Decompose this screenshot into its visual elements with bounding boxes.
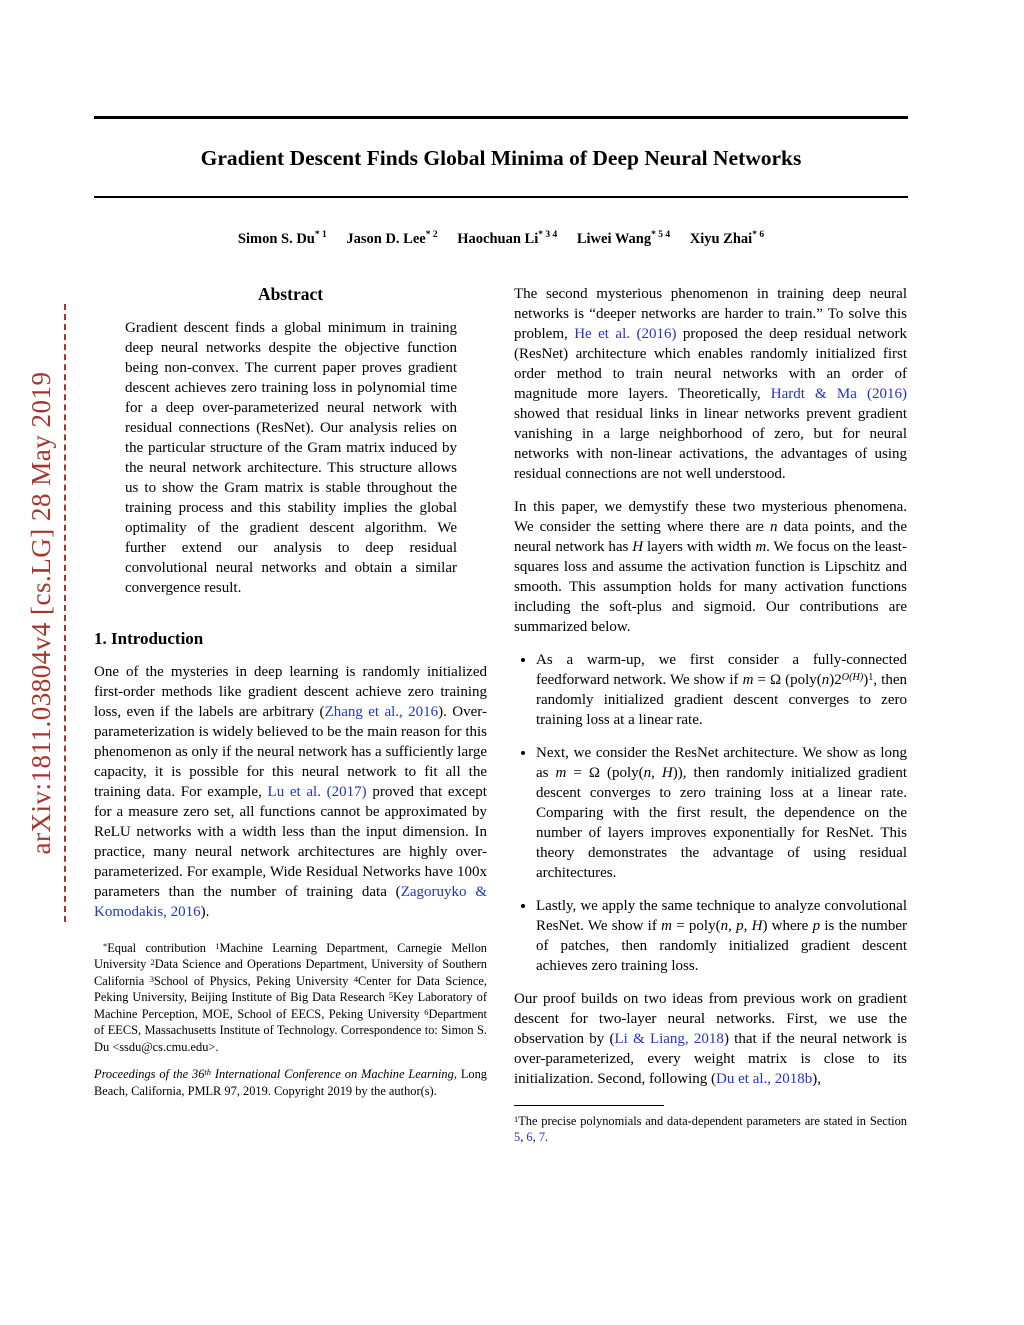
text-segment: )), then randomly initialized gradient descent converges to zero training loss at a linear rate. Comparing with the first result, the dependence on the number of layers improves exponentially for ResNet. This theory demonstrates the advantage of using residual architectures. <box>536 764 908 881</box>
text-segment: , <box>520 1130 527 1145</box>
text-segment: Our proof builds on two ideas from previous work on gradient descent for two-layer neural networks. First, we use the observation by ( <box>514 990 907 1047</box>
author-superscript: * 2 <box>425 230 438 240</box>
author <box>238 231 327 247</box>
intro-paragraph <box>94 662 487 922</box>
text-segment: n <box>769 518 778 535</box>
author-name: Xiyu Zhai <box>689 230 753 247</box>
footnote-rule <box>514 1105 664 1106</box>
text-segment: The second mysterious phenomenon in training deep neural networks is “deeper networks are harder to train.” To solve this problem, <box>514 285 907 342</box>
citation-link[interactable]: 5 <box>514 1130 521 1145</box>
paragraph-setting <box>514 497 907 637</box>
author-superscript: * 5 4 <box>651 230 671 240</box>
text-segment: p <box>812 917 821 934</box>
text-segment: Next, we consider the ResNet architecture. We show as long as <box>536 744 907 781</box>
text-segment: The precise polynomials and data-dependent parameters are stated in Section <box>518 1113 907 1128</box>
text-segment: proposed the deep residual network (ResNet) architecture which enables randomly initialized first order method to train neural networks with an order of magnitude more layers. Theoretically, <box>514 325 907 402</box>
text-segment: is the number of patches, then randomly initialized gradient descent achieves zero training loss. <box>536 917 908 974</box>
text-segment: Center for Data Science, Peking University, Beijing Institute of Big Data Research <box>94 973 487 1005</box>
paragraph-resnet-motivation <box>514 284 907 484</box>
paragraph-proof-ideas <box>514 989 907 1089</box>
author-name: Simon S. Du <box>237 230 315 247</box>
text-segment: , then randomly initialized gradient descent converges to zero training loss at a linear rate. <box>536 671 908 728</box>
arxiv-watermark-text: arXiv:1811.03804v4 [cs.LG] 28 May 2019 <box>26 371 56 855</box>
text-segment: proved that except for a measure zero set, all functions cannot be approximated by ReLU networks with a width less than the input dimension. In practice, many neural network architectures are highly over-parameterized. For example, Wide Residual Networks have 100x parameters than the number of training data ( <box>94 783 487 900</box>
author <box>577 231 670 247</box>
right-column <box>514 284 907 1157</box>
author <box>690 231 764 247</box>
arxiv-watermark <box>26 304 66 922</box>
text-segment: In this paper, we demystify these two mysterious phenomena. We consider the setting where there are <box>514 498 907 535</box>
text-segment: ) that if the neural network is over-parameterized, every weight matrix is close to its initialization. Second, following ( <box>514 1030 907 1087</box>
text-segment: 1 <box>215 940 220 951</box>
author-superscript: * 3 4 <box>538 230 558 240</box>
citation-link[interactable]: 6 <box>526 1130 533 1145</box>
citation-link[interactable]: Li & Liang, 2018 <box>614 1030 724 1047</box>
text-segment: ). <box>200 903 210 920</box>
text-segment: )2 <box>829 671 842 688</box>
text-segment: 2 <box>150 957 155 968</box>
authors-line <box>94 230 908 248</box>
text-segment: , <box>532 1130 539 1145</box>
text-segment: . We focus on the least-squares loss and assume the activation function is Lipschitz and smooth. This assumption holds for many activation functions including the soft-plus and sigmoid. Our contributions are summarized below. <box>514 538 907 635</box>
footnote-affiliations <box>94 940 487 1056</box>
citation-link[interactable]: Du et al., 2018b <box>716 1070 813 1087</box>
text-segment: Machine Learning Department, Carnegie Mellon University <box>94 940 487 972</box>
citation-link[interactable]: Zhang et al., 2016 <box>324 703 439 720</box>
text-segment: * <box>103 940 108 951</box>
abstract-text: Gradient descent finds a global minimum in training deep neural networks despite the objective function being non-convex. The current paper proves gradient descent achieves zero training loss in polynomial time for a deep over-parameterized neural network with residual connections (ResNet). Our analysis relies on the particular structure of the Gram matrix induced by the neural network architecture. This structure allows us to show the Gram matrix is stable throughout the training process and this stability implies the global optimality of the gradient descent algorithm. We further extend our analysis to deep residual convolutional neural networks and obtain a similar convergence result. <box>125 319 457 596</box>
title-rule-bottom <box>94 196 908 199</box>
author-superscript: * 1 <box>314 230 327 240</box>
footnote-precise-polynomials <box>514 1113 907 1146</box>
text-segment: th <box>204 1067 211 1078</box>
text-segment: m <box>742 671 754 688</box>
paper-content <box>94 0 908 1157</box>
text-segment: Key Laboratory of Machine Perception, MOE, School of EECS, Peking University <box>94 990 487 1021</box>
text-segment: n <box>821 671 830 688</box>
contributions-list <box>514 650 907 976</box>
text-segment: layers with width <box>643 538 756 555</box>
author-name: Haochuan Li <box>457 230 539 247</box>
author <box>346 231 437 247</box>
title-rule-top <box>94 116 908 119</box>
text-segment: 5 <box>388 990 394 1001</box>
text-segment: Equal contribution <box>107 940 216 955</box>
contribution-item <box>536 650 907 730</box>
text-segment: data points, and the neural network has <box>514 518 907 555</box>
text-segment: n, H <box>643 764 673 781</box>
author-superscript: * 6 <box>752 230 765 240</box>
text-segment: ) <box>863 671 869 688</box>
text-segment: = poly( <box>671 917 721 934</box>
footnote-proceedings <box>94 1066 487 1099</box>
text-segment: m <box>555 764 567 781</box>
text-segment: ), <box>812 1070 822 1087</box>
text-segment: showed that residual links in linear networks prevent gradient vanishing in a large neighborhood of zero, but for neural networks with non-linear activations, the advantages of using residual connections are not well understood. <box>514 405 907 482</box>
text-segment: 1 <box>868 671 874 683</box>
text-segment: Data Science and Operations Department, University of Southern California <box>94 957 487 988</box>
contribution-item <box>536 743 907 883</box>
author-name: Jason D. Lee <box>346 230 426 247</box>
text-segment: = Ω (poly( <box>753 671 822 688</box>
text-segment: Lastly, we apply the same technique to analyze convolutional ResNet. We show if <box>536 897 907 934</box>
text-segment: H <box>632 538 644 555</box>
paper-title: Gradient Descent Finds Global Minima of Deep Neural Networks <box>200 145 802 170</box>
text-segment: International Conference on Machine Learning <box>210 1067 454 1082</box>
text-segment: m <box>755 538 767 555</box>
section-heading-introduction: 1. Introduction <box>94 628 204 648</box>
text-segment: O(H) <box>841 671 864 683</box>
text-segment: ) where <box>762 917 813 934</box>
text-segment: n, p, H <box>720 917 763 934</box>
text-segment: 1 <box>514 1113 519 1124</box>
citation-link[interactable]: 7 <box>538 1130 546 1145</box>
text-segment: . <box>545 1130 549 1145</box>
author-name: Liwei Wang <box>576 230 652 247</box>
text-segment: Department of EECS, Massachusetts Institute of Technology. Correspondence to: Simon S. Du <ssdu@cs.cmu.edu>. <box>94 1006 487 1054</box>
text-segment: ). Over-parameterization is widely believed to be the main reason for this phenomenon as only if the neural network has a sufficiently large capacity, it is possible for this neural network to fit all the training data. For example, <box>94 703 487 800</box>
text-segment: As a warm-up, we first consider a fully-connected feedforward network. We show if <box>536 651 907 688</box>
contribution-item <box>536 896 907 976</box>
footnote-block <box>94 940 487 1100</box>
citation-link[interactable]: Hardt & Ma (2016) <box>770 385 907 402</box>
citation-link[interactable]: Lu et al. (2017) <box>267 783 367 800</box>
citation-link[interactable]: He et al. (2016) <box>574 325 677 342</box>
text-segment: 3 <box>149 973 154 984</box>
text-segment: School of Physics, Peking University <box>153 973 354 988</box>
left-column <box>94 284 487 1157</box>
text-segment: m <box>661 917 672 934</box>
text-segment: Proceedings of the 36 <box>94 1067 205 1082</box>
text-segment: , Long Beach, California, PMLR 97, 2019. Copyright 2019 by the author(s). <box>94 1067 488 1098</box>
text-segment: One of the mysteries in deep learning is randomly initialized first-order methods like gradient descent achieve zero training loss, even if the labels are arbitrary ( <box>94 663 487 720</box>
citation-link[interactable]: Zagoruyko & Komodakis, 2016 <box>94 883 487 920</box>
author <box>457 231 557 247</box>
text-segment: = Ω (poly( <box>566 764 644 781</box>
two-column-layout <box>94 284 908 1157</box>
abstract-heading: Abstract <box>257 283 324 304</box>
text-segment: 6 <box>424 1006 429 1017</box>
text-segment: 4 <box>353 973 359 984</box>
